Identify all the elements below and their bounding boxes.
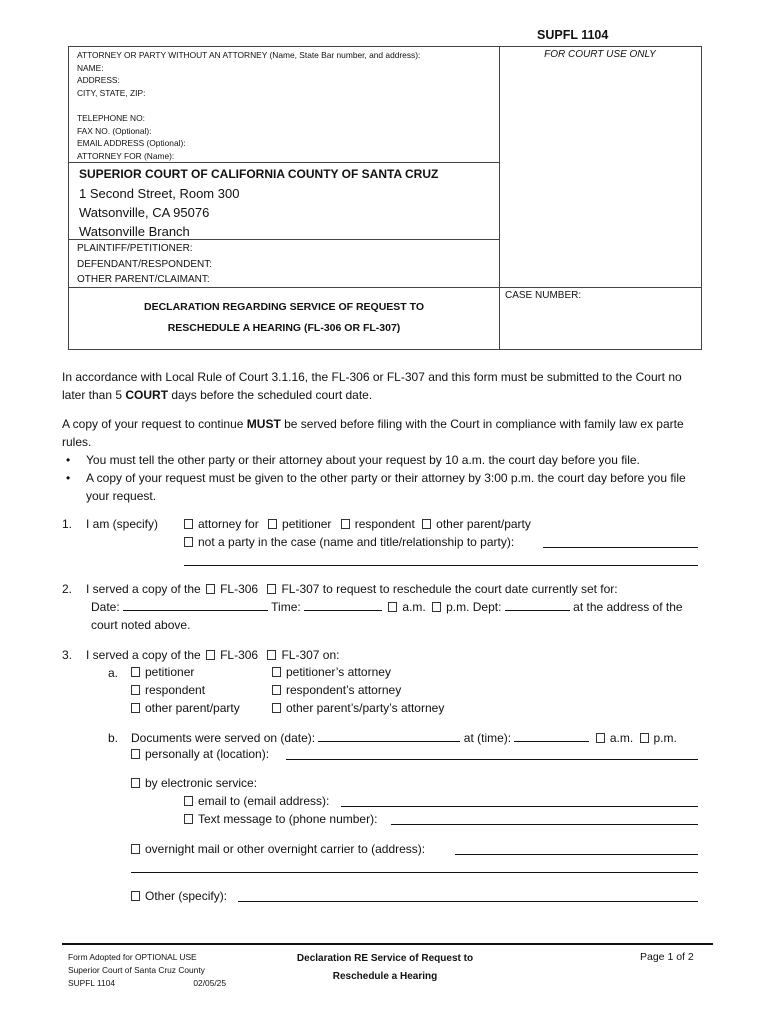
footer-adopted: Form Adopted for OPTIONAL USE xyxy=(68,952,197,962)
date-label: Date: xyxy=(91,600,120,614)
overnight-mail-checkbox[interactable] xyxy=(131,844,140,854)
title-line-2: RESCHEDULE A HEARING (FL-306 OR FL-307) xyxy=(167,322,401,334)
email-row xyxy=(184,792,329,810)
attorney-for-field[interactable]: ATTORNEY FOR (Name): xyxy=(77,150,175,161)
court-block xyxy=(79,165,438,241)
overnight-address-input-line-2[interactable] xyxy=(131,872,698,873)
defendant-field[interactable]: DEFENDANT/RESPONDENT: xyxy=(77,258,213,270)
footer-title-line-1: Declaration RE Service of Request to xyxy=(296,953,474,964)
option-label: petitioner xyxy=(145,665,195,679)
sub-a-label: a. xyxy=(108,666,119,680)
served-time-input[interactable] xyxy=(514,729,589,742)
plaintiff-field[interactable]: PLAINTIFF/PETITIONER: xyxy=(77,243,193,254)
fl306-checkbox[interactable] xyxy=(206,650,215,660)
divider xyxy=(69,162,499,163)
court-noted-text: court noted above. xyxy=(91,618,191,632)
copy-text: A copy of your request to continue xyxy=(62,417,247,431)
bullet-text: A copy of your request must be given to the other party or their attorney by 3:00 p.m. the court day before you file your request. xyxy=(86,471,686,503)
am-checkbox[interactable] xyxy=(596,733,605,743)
form-id: SUPFL 1104 xyxy=(537,28,609,42)
option-label: FL-307 on: xyxy=(281,648,340,662)
bullet-list xyxy=(62,451,707,505)
court-use-label: FOR COURT USE ONLY xyxy=(544,49,656,60)
caption-divider xyxy=(499,47,500,349)
served-date-input[interactable] xyxy=(318,729,460,742)
page-number: Page 1 of 2 xyxy=(640,951,694,963)
overnight-row xyxy=(131,840,425,858)
option-label: other parent/party xyxy=(145,701,240,715)
not-party-input[interactable] xyxy=(543,547,698,548)
petitioner-attorney-checkbox[interactable] xyxy=(272,667,281,677)
electronic-service-checkbox[interactable] xyxy=(131,778,140,788)
attorney-for-checkbox[interactable] xyxy=(184,519,193,529)
other-party-attorney-checkbox[interactable] xyxy=(272,703,281,713)
telephone-field[interactable]: TELEPHONE NO: xyxy=(77,112,145,123)
not-party-option xyxy=(184,533,514,551)
item-1-label: I am (specify) xyxy=(86,517,159,531)
copy-text: be served before filing with the Court in compliance with family law ex parte rules. xyxy=(62,417,684,449)
item-2-label: I served a copy of the xyxy=(86,582,201,596)
intro-text: days before the scheduled court date. xyxy=(168,388,373,402)
item-3-label: I served a copy of the xyxy=(86,648,201,662)
personally-checkbox[interactable] xyxy=(131,749,140,759)
fl307-checkbox[interactable] xyxy=(267,584,276,594)
pm-label: p.m. xyxy=(653,731,677,745)
fl307-checkbox[interactable] xyxy=(267,650,276,660)
respondent-checkbox[interactable] xyxy=(341,519,350,529)
intro-text: In accordance with Local Rule of Court 3.1.16, the FL-306 or FL-307 and this form must be submitted to the Court no later than 5 xyxy=(62,370,682,402)
not-party-input-line-2[interactable] xyxy=(184,565,698,566)
petitioner-checkbox[interactable] xyxy=(131,667,140,677)
option-label: FL-306 xyxy=(220,648,259,662)
sub-b-label: b. xyxy=(108,731,119,745)
item-3-text xyxy=(86,646,340,664)
other-parent-field[interactable]: OTHER PARENT/CLAIMANT: xyxy=(77,274,210,285)
title-line-1: DECLARATION REGARDING SERVICE OF REQUEST TO xyxy=(143,301,425,313)
list-item xyxy=(62,451,707,469)
pm-checkbox[interactable] xyxy=(432,602,441,612)
option-label: by electronic service: xyxy=(145,776,258,790)
footer-form-id: SUPFL 1104 xyxy=(68,978,116,988)
option-label: petitioner’s attorney xyxy=(286,665,391,679)
name-field[interactable]: NAME: xyxy=(77,62,104,73)
other-party-checkbox[interactable] xyxy=(131,703,140,713)
footer-date: 02/05/25 xyxy=(193,978,226,988)
case-number-field[interactable]: CASE NUMBER: xyxy=(505,290,582,301)
intro-bold: COURT xyxy=(125,388,169,402)
item-2-date-row xyxy=(91,598,683,616)
court-city: Watsonville, CA 95076 xyxy=(79,205,210,220)
attorney-heading: ATTORNEY OR PARTY WITHOUT AN ATTORNEY (Name, State Bar number, and address): xyxy=(77,50,421,60)
footer-left xyxy=(68,951,226,990)
divider xyxy=(69,239,499,240)
text-message-checkbox[interactable] xyxy=(184,814,193,824)
option-label: other parent/party xyxy=(436,517,531,531)
other-parent-checkbox[interactable] xyxy=(422,519,431,529)
date-input[interactable] xyxy=(123,598,268,611)
caption-box xyxy=(68,46,702,350)
divider xyxy=(69,287,701,288)
footer-court: Superior Court of Santa Cruz County xyxy=(68,965,205,975)
served-on-col-2 xyxy=(272,663,444,717)
address-text: at the address of the xyxy=(573,600,683,614)
am-label: a.m. xyxy=(402,600,426,614)
bullet-icon: • xyxy=(66,453,71,467)
bullet-text: You must tell the other party or their attorney about your request by 10 a.m. the court day before you file. xyxy=(86,453,640,467)
respondent-attorney-checkbox[interactable] xyxy=(272,685,281,695)
pm-checkbox[interactable] xyxy=(640,733,649,743)
footer-rule xyxy=(62,943,713,945)
served-date-label: Documents were served on (date): xyxy=(131,731,316,745)
footer-title-line-2: Reschedule a Hearing xyxy=(332,971,438,982)
option-label: Other (specify): xyxy=(145,889,228,903)
item-2-text xyxy=(86,580,618,598)
email-field[interactable]: EMAIL ADDRESS (Optional): xyxy=(77,138,186,149)
item-1-number: 1. xyxy=(62,517,73,531)
copy-bold: MUST xyxy=(246,417,281,431)
footer-title xyxy=(270,950,500,986)
served-time-label: at (time): xyxy=(463,731,512,745)
option-label: FL-306 xyxy=(220,582,259,596)
dept-input[interactable] xyxy=(505,598,570,611)
other-specify-checkbox[interactable] xyxy=(131,891,140,901)
overnight-address-input[interactable] xyxy=(455,854,698,855)
fl306-checkbox[interactable] xyxy=(206,584,215,594)
am-label: a.m. xyxy=(609,731,634,745)
am-checkbox[interactable] xyxy=(388,602,397,612)
not-party-checkbox[interactable] xyxy=(184,537,193,547)
option-label: respondent xyxy=(145,683,206,697)
option-label: email to (email address): xyxy=(198,794,330,808)
option-label: respondent xyxy=(354,517,415,531)
personally-row xyxy=(131,745,269,763)
item-2-number: 2. xyxy=(62,582,73,596)
list-item xyxy=(62,469,707,505)
respondent-checkbox[interactable] xyxy=(131,685,140,695)
attorney-block xyxy=(77,49,420,162)
bullet-icon: • xyxy=(66,471,71,485)
document-title xyxy=(69,297,499,339)
copy-paragraph xyxy=(62,415,707,451)
intro-paragraph xyxy=(62,368,707,404)
court-street: 1 Second Street, Room 300 xyxy=(79,186,240,201)
item-3-number: 3. xyxy=(62,648,73,662)
parties-block xyxy=(77,241,212,288)
option-label: petitioner xyxy=(282,517,332,531)
served-on-col-1 xyxy=(131,663,240,717)
email-checkbox[interactable] xyxy=(184,796,193,806)
other-row xyxy=(131,887,227,905)
email-address-input[interactable] xyxy=(341,806,698,807)
option-label: not a party in the case (name and title/relationship to party): xyxy=(198,535,515,549)
phone-number-input[interactable] xyxy=(391,824,698,825)
option-label: respondent’s attorney xyxy=(286,683,402,697)
option-label: Text message to (phone number): xyxy=(198,812,378,826)
petitioner-checkbox[interactable] xyxy=(268,519,277,529)
time-input[interactable] xyxy=(304,598,382,611)
option-label: other parent’s/party’s attorney xyxy=(286,701,445,715)
fax-field[interactable]: FAX NO. (Optional): xyxy=(77,125,152,136)
footer-id-row xyxy=(68,977,226,990)
option-label: overnight mail or other overnight carrier to (address): xyxy=(145,842,426,856)
other-specify-input[interactable] xyxy=(238,901,698,902)
pm-dept-label: p.m. Dept: xyxy=(446,600,502,614)
location-input[interactable] xyxy=(286,759,698,760)
court-name: SUPERIOR COURT OF CALIFORNIA COUNTY OF SANTA CRUZ xyxy=(79,167,439,181)
option-label: personally at (location): xyxy=(145,747,270,761)
item-1-options xyxy=(184,515,531,533)
text-row xyxy=(184,810,377,828)
court-branch: Watsonville Branch xyxy=(79,224,190,239)
address-field[interactable]: ADDRESS: xyxy=(77,75,120,86)
electronic-row xyxy=(131,774,257,792)
city-state-zip-field[interactable]: CITY, STATE, ZIP: xyxy=(77,87,146,98)
option-label: FL-307 to request to reschedule the court date currently set for: xyxy=(281,582,618,596)
time-label: Time: xyxy=(271,600,301,614)
option-label: attorney for xyxy=(198,517,259,531)
